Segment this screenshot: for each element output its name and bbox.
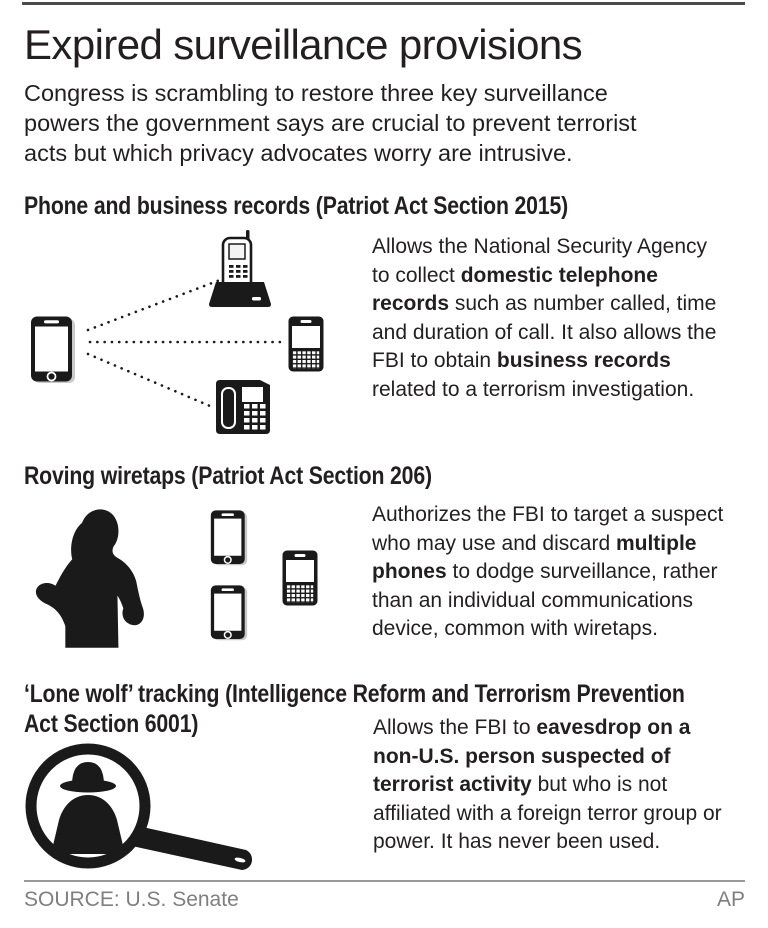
intro-paragraph: Congress is scrambling to restore three key surveillance powers the government says are crucial to prevent terrorist acts but which privacy advocates worry are intrusive.	[24, 80, 637, 166]
section-heading-phone-records: Phone and business records (Patriot Act Section 2015)	[24, 192, 569, 220]
magnifier-spy-icon	[20, 736, 270, 876]
smartphone-icon	[210, 582, 248, 644]
ap-credit: AP	[716, 888, 745, 911]
phone-records-graphic	[24, 228, 364, 440]
desk-phone-icon	[212, 376, 274, 438]
man-on-phone-silhouette-icon	[26, 500, 144, 648]
footer-rule	[24, 880, 745, 882]
phone-records-description: Allows the National Security Agency to collect domestic telephone records such as number called, time and duration of call. It also allows the FBI to obtain business records related to a terrorism investigation.	[372, 235, 717, 401]
roving-wiretaps-description: Authorizes the FBI to target a suspect who may use and discard multiple phones to dodge surveillance, rather than an individual communications device, common with wiretaps.	[372, 503, 724, 640]
smartphone-icon	[30, 316, 76, 384]
smartphone-icon	[210, 508, 248, 568]
roving-wiretaps-graphic	[24, 498, 364, 658]
section-heading-lone-wolf: ‘Lone wolf’ tracking (Intelligence Reform and Terrorism Prevention Act Section 6001)	[24, 680, 685, 738]
keyboard-phone-icon	[282, 548, 318, 608]
source-credit: SOURCE: U.S. Senate	[24, 888, 239, 911]
section-heading-roving-wiretaps: Roving wiretaps (Patriot Act Section 206)	[24, 462, 432, 490]
page-title: Expired surveillance provisions	[24, 21, 582, 68]
lone-wolf-description: Allows the FBI to eavesdrop on a non-U.S. person suspected of terrorist activity but who is not affiliated with a foreign terror group or power. It has never been used.	[373, 716, 722, 853]
cordless-phone-icon	[208, 230, 272, 310]
top-rule	[22, 2, 745, 5]
keyboard-phone-icon	[288, 316, 324, 372]
